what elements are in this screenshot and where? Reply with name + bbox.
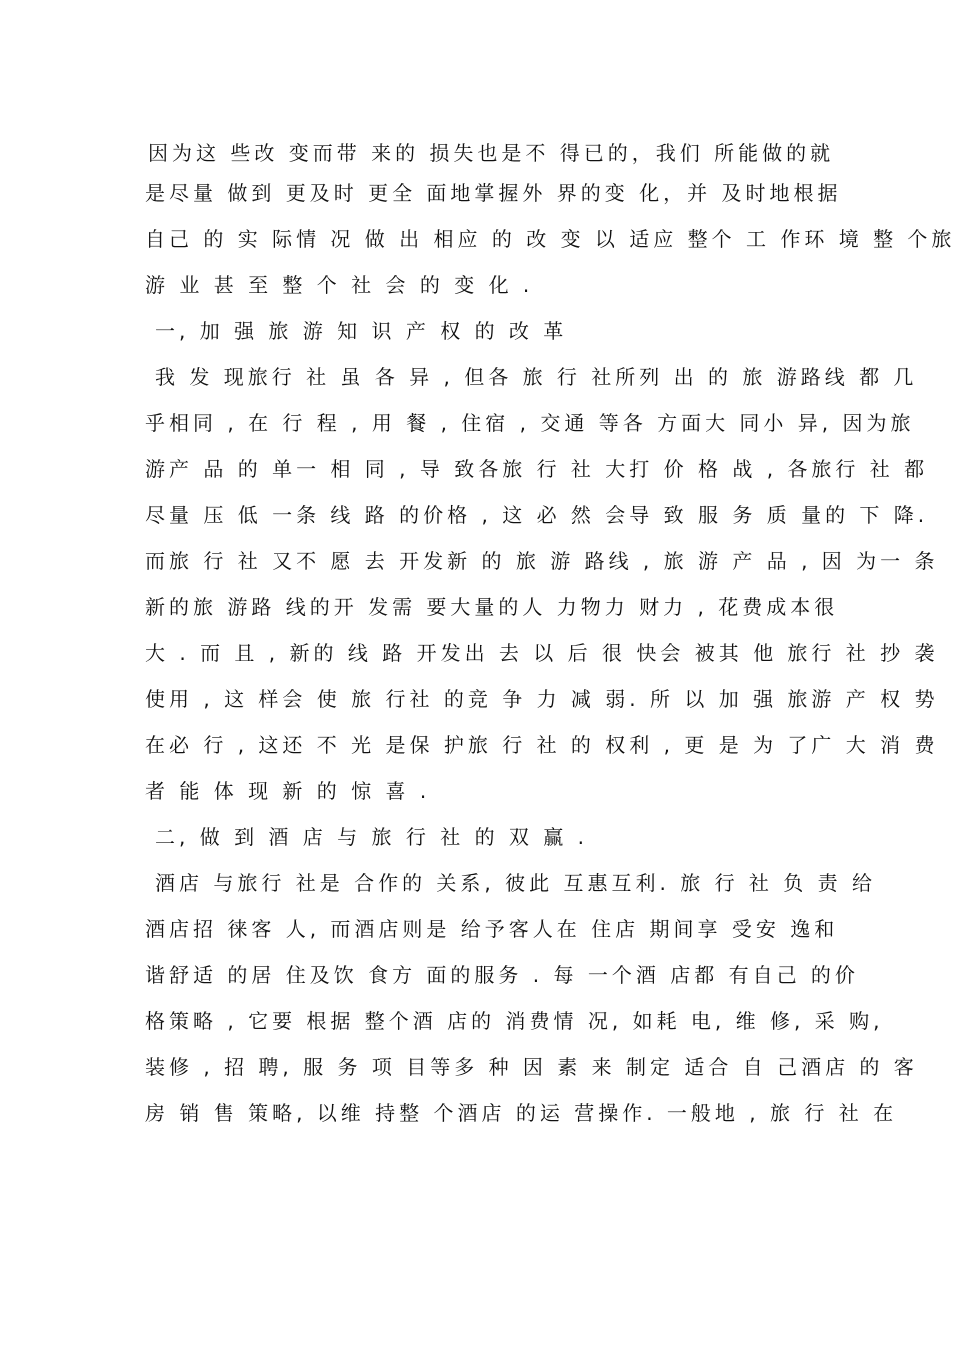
text-line: 大 . 而 且 , 新的 线 路 开发出 去 以 后 很 快会 被其 他 旅行 社 抄 袭 <box>145 641 939 665</box>
text-line: 装修 , 招 聘, 服 务 项 目等多 种 因 素 来 制定 适合 自 己酒店 的 客 <box>145 1055 918 1079</box>
paragraph-start: 我 发 现旅行 社 虽 各 异 , 但各 旅 行 社所列 出 的 旅 游路线 都 几 <box>155 365 918 389</box>
text-line: 酒店招 徕客 人, 而酒店则是 给予客人在 住店 期间享 受安 逸和 <box>145 917 839 941</box>
text-line: 新的旅 游路 线的开 发需 要大量的人 力物力 财力 , 花费成本很 <box>145 595 839 619</box>
paragraph-start: 酒店 与旅行 社是 合作的 关系, 彼此 互惠互利. 旅 行 社 负 责 给 <box>155 871 877 895</box>
text-line: 乎相同 , 在 行 程 , 用 餐 , 住宿 , 交通 等各 方面大 同小 异, 因为旅 <box>145 411 915 435</box>
text-line: 者 能 体 现 新 的 惊 喜 . <box>145 779 431 803</box>
clipped-top-line <box>148 130 835 165</box>
section-heading-1: 一, 加 强 旅 游 知 识 产 权 的 改 革 <box>155 319 568 343</box>
text-line: 游产 品 的 单一 相 同 , 导 致各旅 行 社 大打 价 格 战 , 各旅行 社 都 <box>145 457 929 481</box>
section-heading-2: 二, 做 到 酒 店 与 旅 行 社 的 双 赢 . <box>155 825 589 849</box>
text-line: 房 销 售 策略, 以维 持整 个酒店 的运 营操作. 一般地 , 旅 行 社 在 <box>145 1101 898 1125</box>
text-line-clipped: 因为这 些改 变而带 来的 损失也是不 得已的，我们 所能做的就 <box>148 141 835 165</box>
text-line: 自己 的 实 际情 况 做 出 相应 的 改 变 以 适应 整个 工 作环 境 整 个旅 <box>145 227 955 251</box>
text-line: 是尽量 做到 更及时 更全 面地掌握外 界的变 化，并 及时地根据 <box>145 181 842 205</box>
text-line: 在必 行 , 这还 不 光 是保 护旅 行 社 的 权利 , 更 是 为 了广 大 消 费 <box>145 733 939 757</box>
document-body <box>145 170 955 1136</box>
text-line: 使用 , 这 样会 使 旅 行社 的竞 争 力 减 弱. 所 以 加 强 旅游 产 权 势 <box>145 687 939 711</box>
text-line: 游 业 甚 至 整 个 社 会 的 变 化 . <box>145 273 534 297</box>
text-line: 尽量 压 低 一条 线 路 的价格 , 这 必 然 会导 致 服 务 质 量的 下 降. <box>145 503 929 527</box>
text-line: 格策略 , 它要 根据 整个酒 店的 消费情 况, 如耗 电, 维 修, 采 购, <box>145 1009 884 1033</box>
text-line: 而旅 行 社 又不 愿 去 开发新 的 旅 游 路线 , 旅 游 产 品 , 因 为一 条 <box>145 549 939 573</box>
text-line: 谐舒适 的居 住及饮 食方 面的服务 . 每 一个酒 店都 有自己 的价 <box>145 963 859 987</box>
